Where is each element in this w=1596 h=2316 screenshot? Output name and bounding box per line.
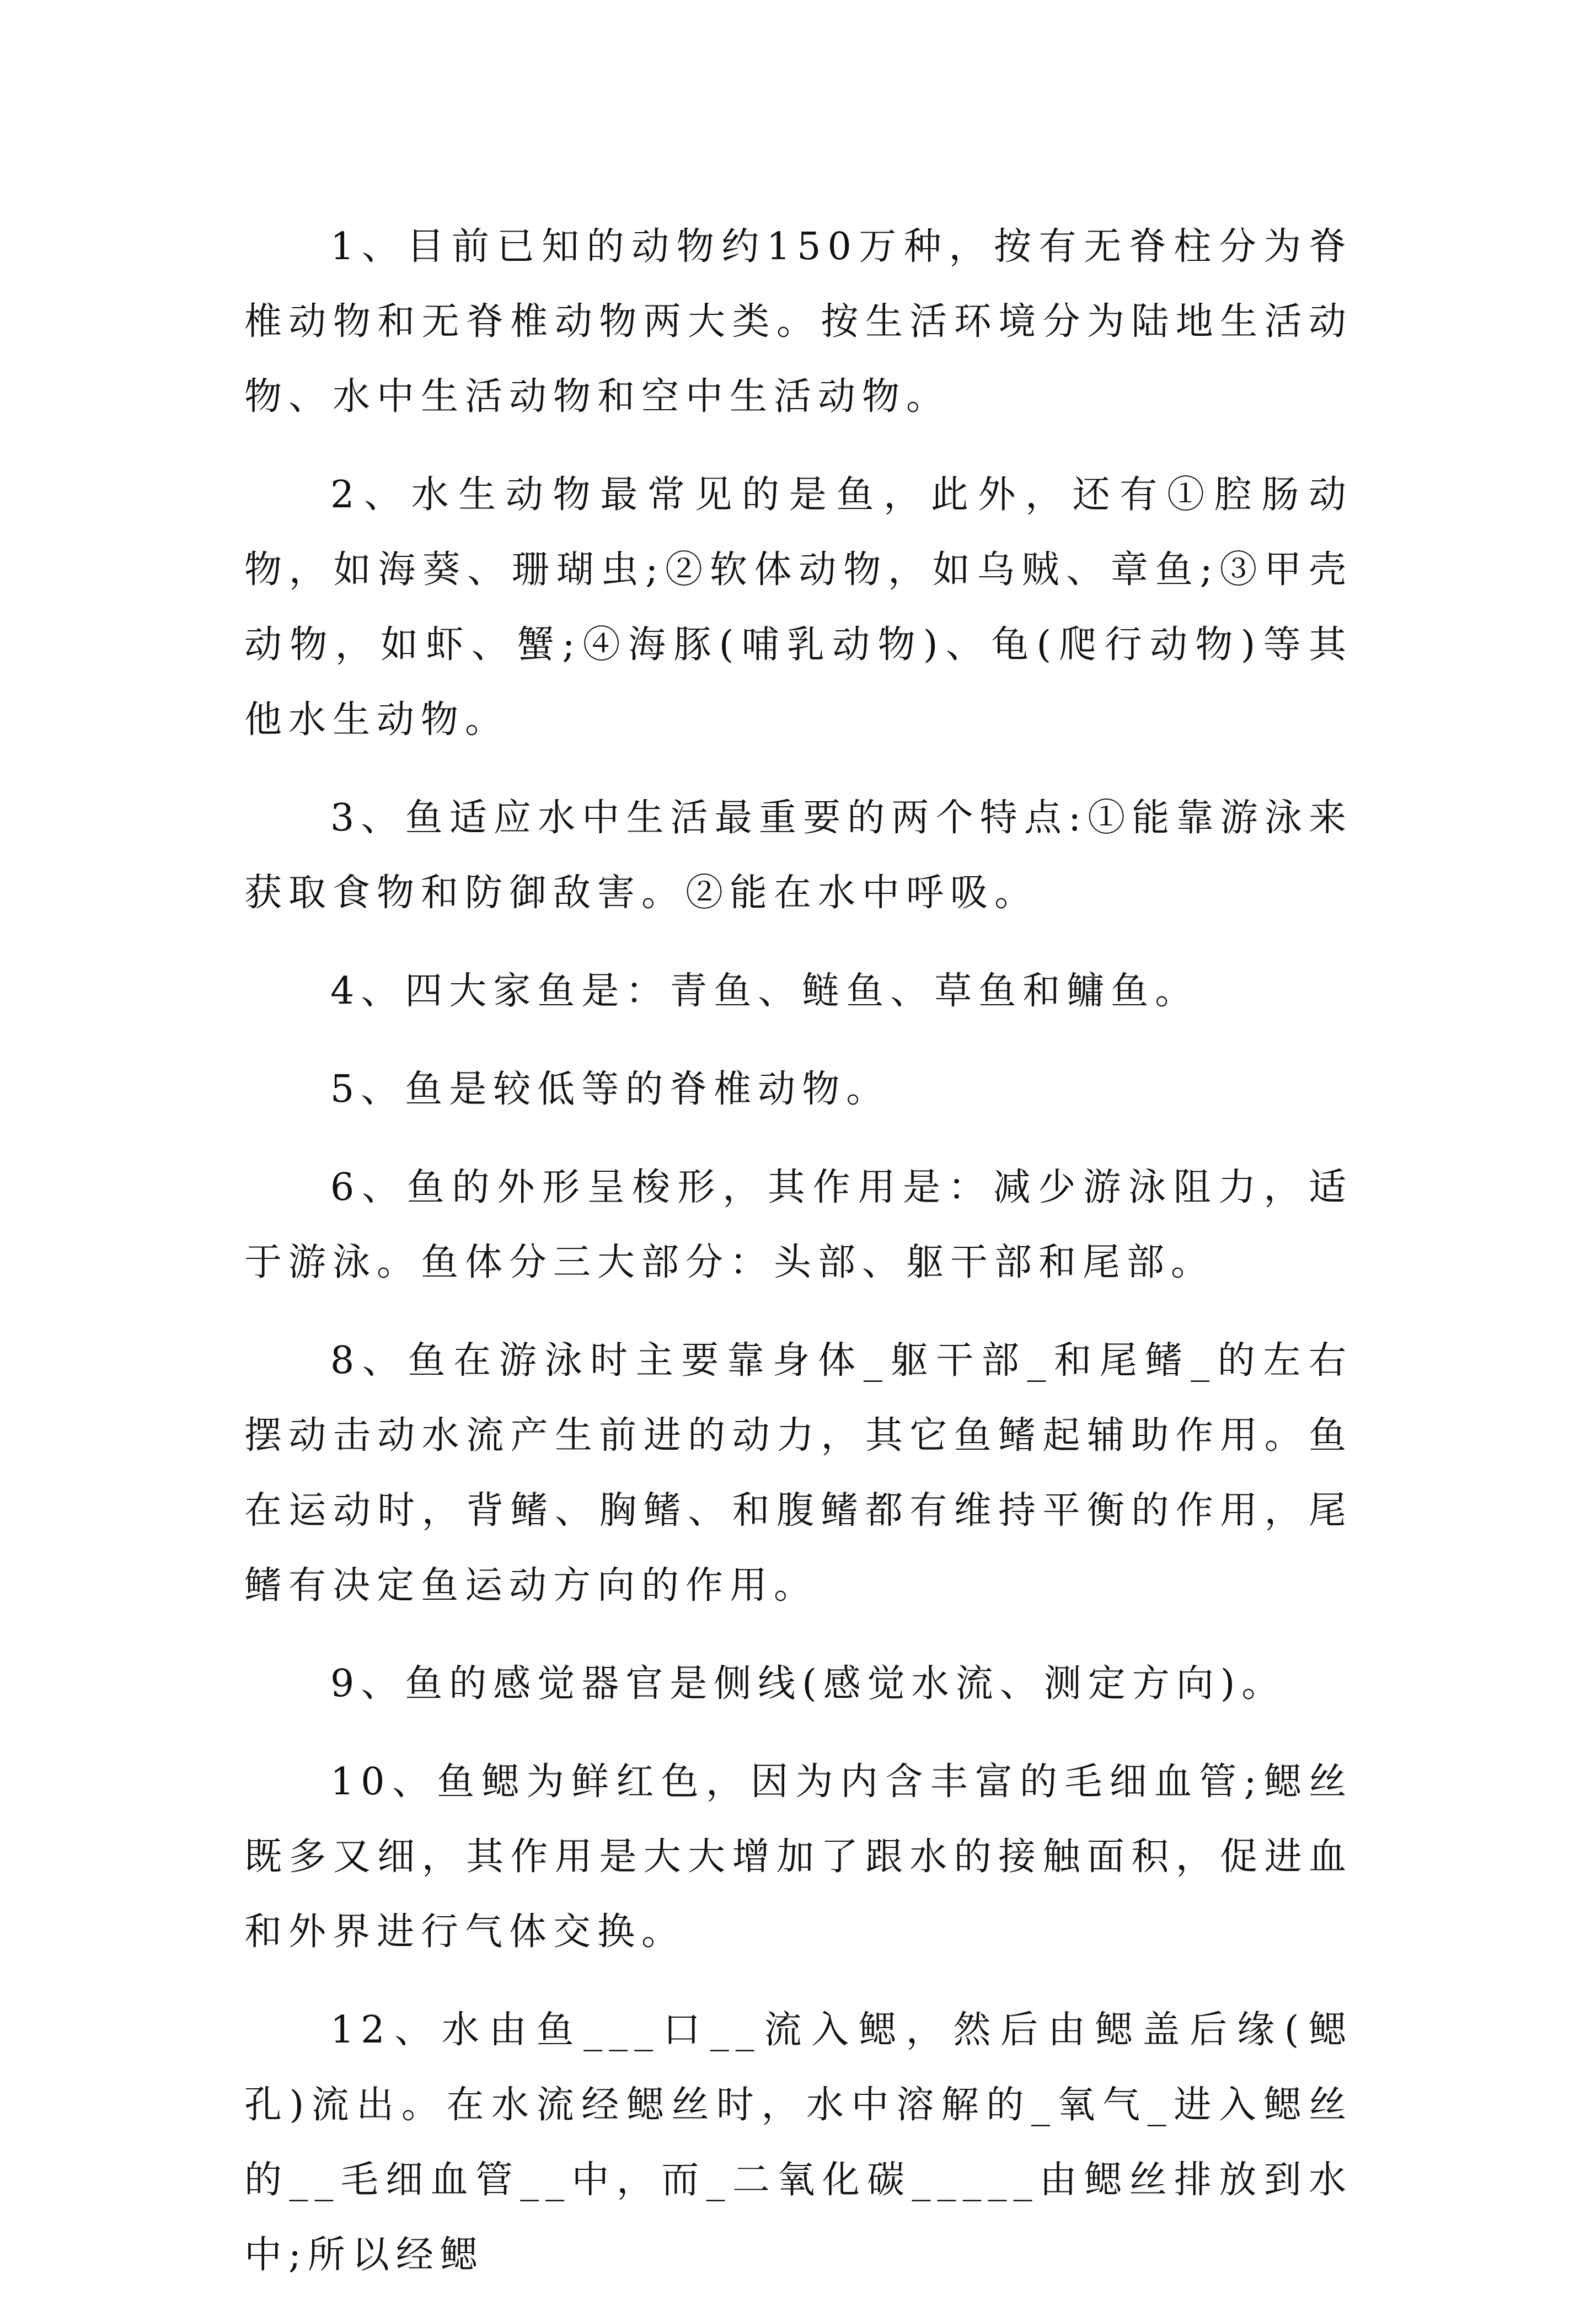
paragraph-2: 2、水生动物最常见的是鱼，此外，还有①腔肠动物，如海葵、珊瑚虫;②软体动物，如乌贼、章鱼;③甲壳动物，如虾、蟹;④海豚(哺乳动物)、龟(爬行动物)等其他水生动物。 bbox=[244, 473, 1353, 742]
paragraph-5: 5、鱼是较低等的脊椎动物。 bbox=[330, 1068, 891, 1111]
paragraph-1: 1、目前已知的动物约150万种，按有无脊柱分为脊椎动物和无脊椎动物两大类。按生活环境分为陆地生活动物、水中生活动物和空中生活动物。 bbox=[244, 225, 1353, 419]
paragraph-8: 8、鱼在游泳时主要靠身体_躯干部_和尾鳍_的左右摆动击动水流产生前进的动力，其它鱼鳍起辅助作用。鱼在运动时，背鳍、胸鳍、和腹鳍都有维持平衡的作用，尾鳍有决定鱼运动方向的作用。 bbox=[244, 1339, 1353, 1607]
paragraph-6: 6、鱼的外形呈梭形，其作用是：减少游泳阻力，适于游泳。鱼体分三大部分：头部、躯干部和尾部。 bbox=[244, 1166, 1353, 1284]
document-page bbox=[244, 210, 1353, 2316]
paragraph-9: 9、鱼的感觉器官是侧线(感觉水流、测定方向)。 bbox=[330, 1662, 1286, 1706]
paragraph-4: 4、四大家鱼是：青鱼、鲢鱼、草鱼和鳙鱼。 bbox=[330, 969, 1199, 1013]
paragraph-10: 10、鱼鳃为鲜红色，因为内含丰富的毛细血管;鳃丝既多又细，其作用是大大增加了跟水的接触面积，促进血和外界进行气体交换。 bbox=[244, 1760, 1353, 1954]
paragraph-12: 12、水由鱼___口__流入鳃，然后由鳃盖后缘(鳃孔)流出。在水流经鳃丝时，水中溶解的_氧气_进入鳃丝的__毛细血管__中，而_二氧化碳_____由鳃丝排放到水中;所以经鳃 bbox=[244, 2008, 1353, 2277]
paragraph-3: 3、鱼适应水中生活最重要的两个特点:①能靠游泳来获取食物和防御敌害。②能在水中呼吸。 bbox=[244, 796, 1353, 915]
